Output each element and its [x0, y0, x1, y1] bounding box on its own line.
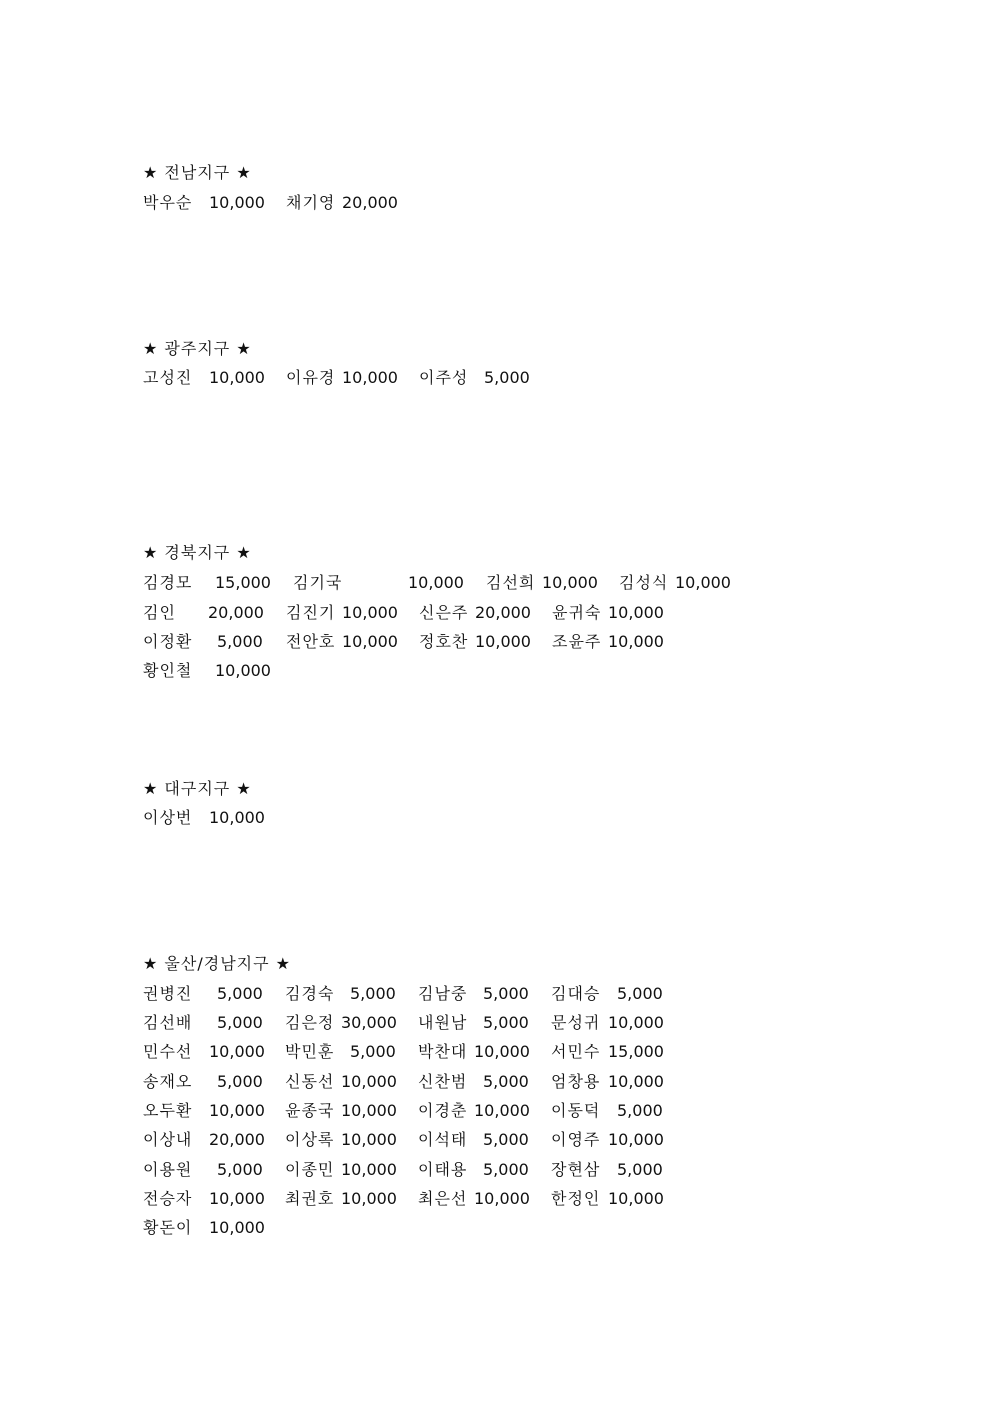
donation-amount: 5,000	[483, 1072, 529, 1091]
donation-amount: 5,000	[483, 1130, 529, 1149]
donation-amount: 15,000	[608, 1042, 664, 1061]
donor-name: 이영주	[551, 1130, 601, 1149]
donation-amount: 5,000	[217, 984, 263, 1003]
donor-name: 김경숙	[285, 984, 335, 1003]
donor-name: 김남중	[418, 984, 468, 1003]
donation-amount: 5,000	[483, 1160, 529, 1179]
donation-amount: 10,000	[608, 1130, 664, 1149]
donor-name: 전안호	[286, 632, 336, 651]
donation-amount: 10,000	[341, 1189, 397, 1208]
donation-amount: 10,000	[209, 1101, 265, 1120]
donor-name: 내원남	[418, 1013, 468, 1032]
donor-name: 이경춘	[418, 1101, 468, 1120]
section-heading-gyeongbuk: ★ 경북지구 ★	[143, 543, 252, 562]
donation-amount: 20,000	[475, 603, 531, 622]
donation-amount: 10,000	[608, 1013, 664, 1032]
donor-name: 한정인	[551, 1189, 601, 1208]
donor-name: 민수선	[143, 1042, 193, 1061]
donation-amount: 10,000	[608, 632, 664, 651]
donor-name: 이정환	[143, 632, 193, 651]
donation-amount: 5,000	[483, 984, 529, 1003]
donation-amount: 5,000	[350, 1042, 396, 1061]
donor-name: 황인철	[143, 661, 193, 680]
donation-amount: 5,000	[484, 368, 530, 387]
donor-name: 김경모	[143, 573, 193, 592]
donation-amount: 10,000	[408, 573, 464, 592]
donation-amount: 5,000	[483, 1013, 529, 1032]
donation-amount: 10,000	[474, 1042, 530, 1061]
donor-name: 장현삼	[551, 1160, 601, 1179]
donor-name: 박민훈	[285, 1042, 335, 1061]
donation-amount: 10,000	[209, 808, 265, 827]
donation-amount: 5,000	[217, 1072, 263, 1091]
donation-amount: 10,000	[608, 1072, 664, 1091]
donation-amount: 20,000	[209, 1130, 265, 1149]
donation-amount: 10,000	[542, 573, 598, 592]
donor-name: 최은선	[418, 1189, 468, 1208]
donor-name: 황돈이	[143, 1218, 193, 1237]
donor-name: 윤귀숙	[552, 603, 602, 622]
donor-name: 고성진	[143, 368, 193, 387]
donation-amount: 10,000	[215, 661, 271, 680]
donation-amount: 10,000	[341, 1130, 397, 1149]
donation-amount: 10,000	[608, 1189, 664, 1208]
donor-name: 이석태	[418, 1130, 468, 1149]
donation-amount: 5,000	[217, 632, 263, 651]
donor-name: 김선희	[486, 573, 536, 592]
section-heading-jeonnam: ★ 전남지구 ★	[143, 163, 252, 182]
donor-name: 전승자	[143, 1189, 193, 1208]
donor-name: 조윤주	[552, 632, 602, 651]
section-heading-ulsan-gyeongnam: ★ 울산/경남지구 ★	[143, 954, 291, 973]
donation-amount: 10,000	[209, 1218, 265, 1237]
donation-amount: 20,000	[342, 193, 398, 212]
donation-amount: 5,000	[217, 1160, 263, 1179]
donor-name: 윤종국	[285, 1101, 335, 1120]
donor-name: 이종민	[285, 1160, 335, 1179]
donor-name: 김성식	[619, 573, 669, 592]
donor-name: 김은정	[285, 1013, 335, 1032]
donation-amount: 10,000	[209, 193, 265, 212]
donor-name: 이상내	[143, 1130, 193, 1149]
donation-amount: 10,000	[209, 1042, 265, 1061]
donation-amount: 10,000	[675, 573, 731, 592]
donor-name: 김선배	[143, 1013, 193, 1032]
donor-name: 정호찬	[419, 632, 469, 651]
donation-amount: 20,000	[208, 603, 264, 622]
donor-name: 이상록	[285, 1130, 335, 1149]
donation-amount: 15,000	[215, 573, 271, 592]
donor-name: 신은주	[419, 603, 469, 622]
donor-name: 김인	[143, 603, 176, 622]
donor-name: 이유경	[286, 368, 336, 387]
donor-name: 엄창용	[551, 1072, 601, 1091]
donor-name: 박찬대	[418, 1042, 468, 1061]
donation-amount: 30,000	[341, 1013, 397, 1032]
donation-amount: 5,000	[617, 1101, 663, 1120]
donor-name: 채기영	[286, 193, 336, 212]
donor-name: 이태용	[418, 1160, 468, 1179]
donation-amount: 5,000	[617, 1160, 663, 1179]
donation-amount: 10,000	[341, 1072, 397, 1091]
section-heading-gwangju: ★ 광주지구 ★	[143, 339, 252, 358]
donation-amount: 10,000	[209, 1189, 265, 1208]
donor-name: 권병진	[143, 984, 193, 1003]
donation-amount: 10,000	[209, 368, 265, 387]
section-heading-daegu: ★ 대구지구 ★	[143, 779, 252, 798]
donation-amount: 10,000	[474, 1101, 530, 1120]
donor-name: 이주성	[419, 368, 469, 387]
donor-name: 박우순	[143, 193, 193, 212]
donor-name: 서민수	[551, 1042, 601, 1061]
donation-amount: 5,000	[350, 984, 396, 1003]
donor-name: 문성귀	[551, 1013, 601, 1032]
donation-amount: 10,000	[341, 1160, 397, 1179]
donation-amount: 10,000	[474, 1189, 530, 1208]
donor-name: 김기국	[293, 573, 343, 592]
donation-amount: 5,000	[617, 984, 663, 1003]
donor-name: 최권호	[285, 1189, 335, 1208]
donation-amount: 10,000	[342, 368, 398, 387]
donor-name: 김대승	[551, 984, 601, 1003]
donor-name: 이상번	[143, 808, 193, 827]
donor-name: 이용원	[143, 1160, 193, 1179]
donor-name: 오두환	[143, 1101, 193, 1120]
donor-name: 김진기	[286, 603, 336, 622]
donor-name: 이동덕	[551, 1101, 601, 1120]
donor-name: 신찬범	[418, 1072, 468, 1091]
donation-amount: 10,000	[342, 603, 398, 622]
donation-amount: 10,000	[342, 632, 398, 651]
donation-amount: 10,000	[341, 1101, 397, 1120]
donation-amount: 5,000	[217, 1013, 263, 1032]
donation-amount: 10,000	[608, 603, 664, 622]
donor-name: 송재오	[143, 1072, 193, 1091]
donor-name: 신동선	[285, 1072, 335, 1091]
donation-amount: 10,000	[475, 632, 531, 651]
